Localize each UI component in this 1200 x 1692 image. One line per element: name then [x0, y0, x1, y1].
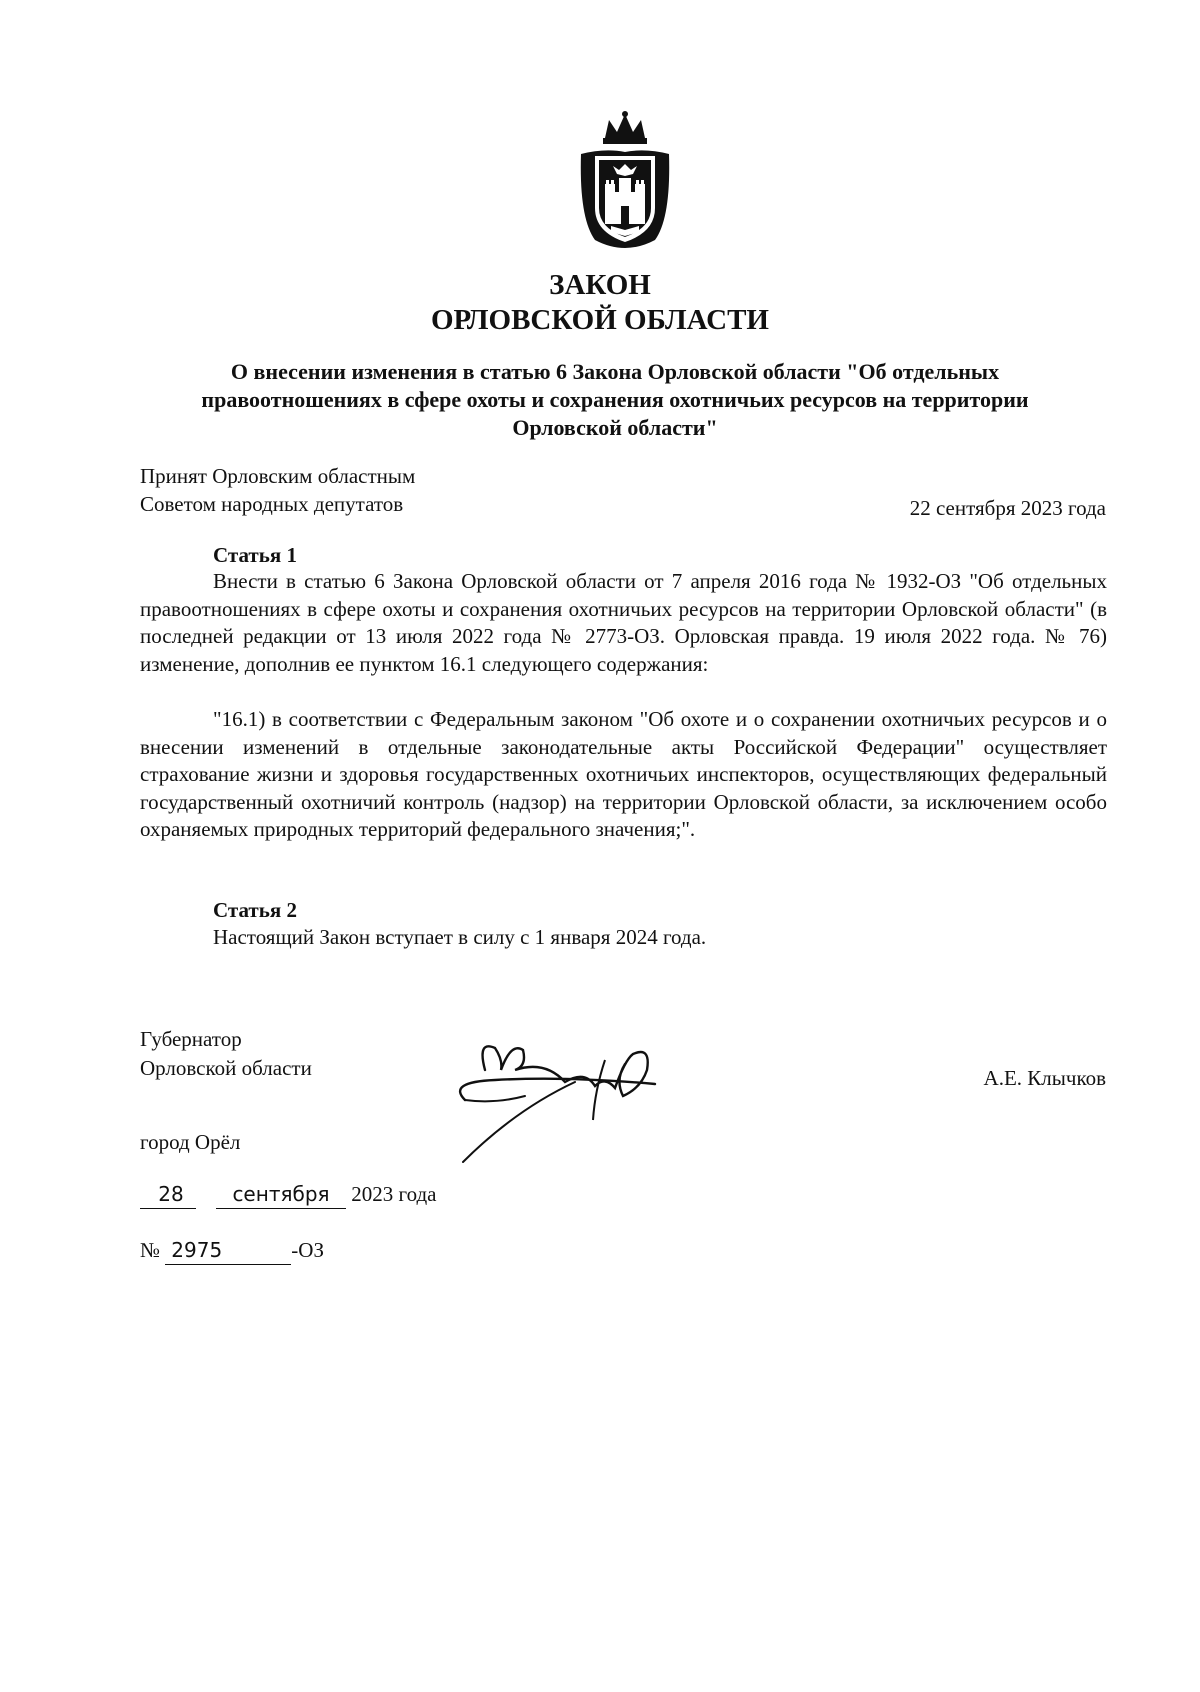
signature-graphic: [455, 1020, 685, 1170]
law-number: 2975: [165, 1236, 291, 1265]
signatory-position-line-2: Орловской области: [140, 1056, 312, 1080]
law-title-line-2: ОРЛОВСКОЙ ОБЛАСТИ: [430, 304, 769, 336]
article-2-paragraph-1: Настоящий Закон вступает в силу с 1 января 2024 года.: [213, 925, 707, 949]
law-number-suffix: -ОЗ: [291, 1238, 324, 1262]
adoption-info: [140, 462, 415, 518]
signing-day: 28: [140, 1180, 196, 1209]
number-sign: №: [140, 1238, 161, 1262]
article-1-heading: Статья 1: [213, 543, 297, 567]
signatory-position: [140, 1025, 312, 1083]
article-2-heading: Статья 2: [213, 898, 297, 922]
law-subject: О внесении изменения в статью 6 Закона Орловской области "Об отдельных правоотношениях в сфере охоты и сохранения охотничьих ресурсов на территории Орловской области": [201, 359, 1029, 440]
signatory-name: А.Е. Клычков: [983, 1066, 1106, 1090]
handwritten-signature: [455, 1020, 685, 1170]
law-title-line-1: ЗАКОН: [549, 269, 651, 301]
article-1-paragraph-1: Внести в статью 6 Закона Орловской области от 7 апреля 2016 года № 1932-ОЗ "Об отдельных правоотношениях в сфере охоты и сохранения охотничьих ресурсов на территории Орловской области" (в последней редакции от 13 июля 2022 года № 2773-ОЗ. Орловская правда. 19 июля 2022 года. № 76) изменение, дополнив ее пунктом 16.1 следующего содержания:: [140, 569, 1107, 676]
law-number-line: [140, 1236, 324, 1265]
adoption-date: 22 сентября 2023 года: [909, 496, 1106, 520]
coat-of-arms-icon: [575, 108, 675, 258]
signing-date: [140, 1180, 437, 1209]
adoption-line-2: Советом народных депутатов: [140, 492, 404, 516]
coat-of-arms-graphic: [575, 108, 675, 258]
signatory-position-line-1: Губернатор: [140, 1027, 242, 1051]
adoption-line-1: Принят Орловским областным: [140, 464, 416, 488]
signing-year: 2023 года: [351, 1182, 437, 1206]
article-1-paragraph-2: "16.1) в соответствии с Федеральным законом "Об охоте и о сохранении охотничьих ресурсов и о внесении изменений в отдельные законодательные акты Российской Федерации" осуществляет страхование жизни и здоровья государственных охотничьих инспекторов, осуществляющих федеральный государственный охотничий контроль (надзор) на территории Орловской области, за исключением особо охраняемых природных территорий федерального значения;".: [140, 707, 1107, 841]
city: город Орёл: [140, 1130, 241, 1154]
signing-month: сентября: [216, 1180, 346, 1209]
